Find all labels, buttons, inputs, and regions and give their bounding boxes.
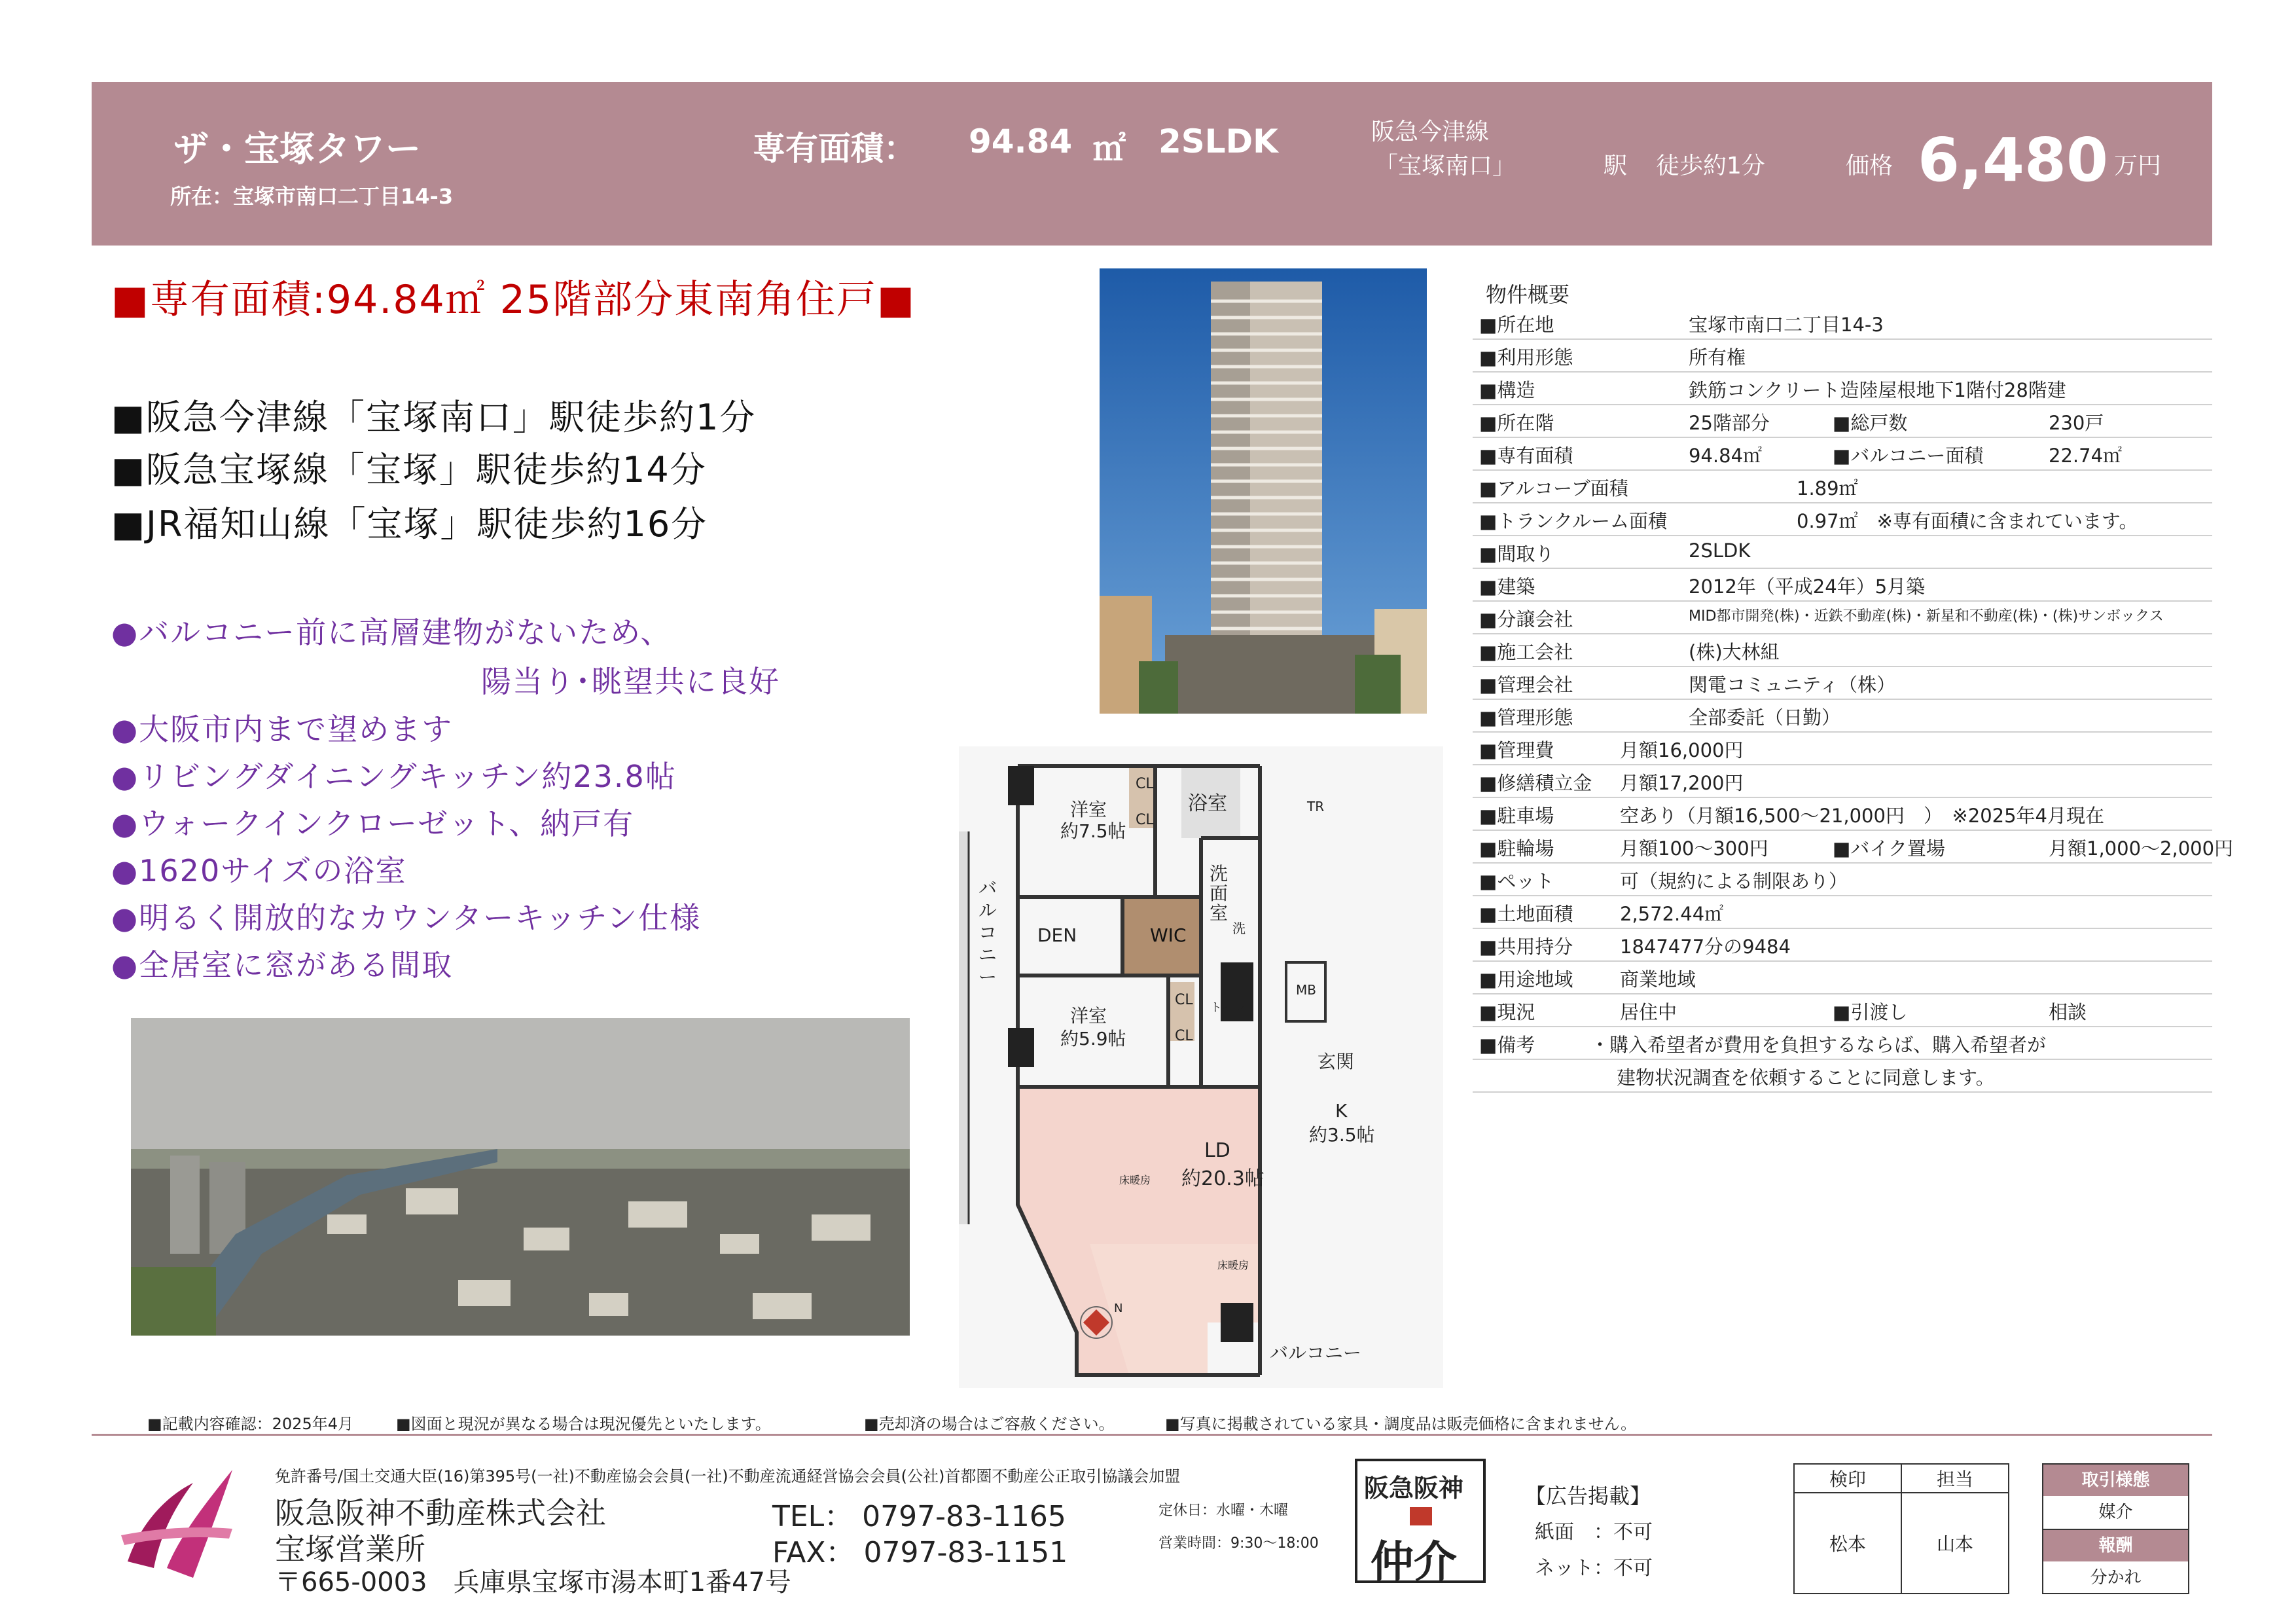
spec-value: ・購入希望者が費用を負担するならば、購入希望者が — [1590, 1034, 2047, 1056]
ld-label: LD — [1204, 1139, 1230, 1162]
spec-row — [1473, 1059, 2212, 1093]
layout-type: 2SLDK — [1158, 122, 1278, 160]
feature-6: ●明るく開放的なカウンターキッチン仕様 — [111, 900, 702, 936]
spec-value-2: 230戸 — [2049, 412, 2104, 434]
spec-key: ■備考 — [1479, 1034, 1535, 1056]
spec-key: ■管理形態 — [1479, 706, 1573, 729]
feature-1b: 陽当り･眺望共に良好 — [481, 664, 780, 699]
ad-title: 【広告掲載】 — [1525, 1484, 1651, 1508]
spec-key: ■駐車場 — [1479, 805, 1554, 827]
spec-key-2: ■バルコニー面積 — [1833, 445, 1984, 467]
spec-value: 鉄筋コンクリート造陸屋根地下1階付28階建 — [1689, 379, 2066, 401]
spec-key: ■アルコーブ面積 — [1479, 477, 1628, 500]
spec-key: ■土地面積 — [1479, 903, 1573, 925]
den-label: DEN — [1037, 924, 1077, 946]
mb-label: MB — [1296, 982, 1316, 998]
spec-value: 月額17,200円 — [1620, 772, 1744, 794]
feature-7: ●全居室に窓がある間取 — [111, 947, 454, 983]
house-icon — [1410, 1507, 1432, 1525]
spec-key: ■所在階 — [1479, 412, 1554, 434]
spec-value: 関電コミュニティ（株） — [1689, 674, 1896, 696]
spec-key-2: ■引渡し — [1833, 1001, 1908, 1023]
spec-value: 1847477分の9484 — [1620, 936, 1791, 958]
spec-value: 月額100～300円 — [1620, 837, 1768, 860]
spec-key: ■構造 — [1479, 379, 1535, 401]
spec-value: 25階部分 — [1689, 412, 1770, 434]
property-address: 所在：宝塚市南口二丁目14-3 — [170, 184, 454, 209]
spec-row — [1473, 405, 2212, 438]
spec-value: 宝塚市南口二丁目14-3 — [1689, 314, 1884, 336]
spec-row — [1473, 503, 2212, 536]
brokerage-badge: 阪急阪神 仲介 — [1355, 1459, 1486, 1583]
floor-heating-2: 床暖房 — [1217, 1259, 1249, 1271]
tr-label: TR — [1307, 799, 1325, 814]
company-logo — [115, 1457, 239, 1581]
room-1-size: 約7.5帖 — [1060, 820, 1126, 842]
footer-divider — [92, 1434, 2212, 1436]
price-label: 価格 — [1846, 153, 1893, 179]
room-2-label: 洋室 — [1070, 1005, 1107, 1027]
walk-time: 徒歩約1分 — [1656, 153, 1765, 179]
compass-icon: N — [1114, 1302, 1123, 1315]
spec-value: 月額16,000円 — [1620, 739, 1744, 761]
station-name: 「宝塚南口」 — [1374, 153, 1516, 179]
spec-row — [1473, 830, 2234, 864]
header-band — [92, 82, 2212, 246]
area-label: 専有面積： — [753, 130, 916, 168]
spec-key: ■間取り — [1479, 543, 1554, 565]
kitchen-label: K — [1335, 1100, 1348, 1122]
spec-key: ■管理会社 — [1479, 674, 1573, 696]
spec-row — [1473, 536, 2212, 569]
spec-value: 可（規約による制限あり） — [1620, 870, 1848, 892]
note-2: ■図面と現況が異なる場合は現況優先といたします。 — [396, 1415, 771, 1433]
ad-paper: 紙面 ：不可 — [1535, 1521, 1653, 1544]
area-unit: ㎡ — [1093, 130, 1126, 168]
room-2-size: 約5.9帖 — [1060, 1028, 1126, 1049]
company-address: 〒665-0003 兵庫県宝塚市湯本町1番47号 — [275, 1567, 791, 1597]
view-photo — [131, 1018, 910, 1336]
spec-key: ■現況 — [1479, 1001, 1535, 1023]
fee-value: 分かれ — [2090, 1568, 2142, 1588]
spec-value: 1.89㎡ — [1797, 477, 1858, 500]
spec-value-2: 月額1,000～2,000円 — [2049, 837, 2234, 860]
stamp-table — [1793, 1463, 2009, 1594]
spec-title: 物件概要 — [1486, 282, 1570, 307]
feature-4: ●ウォークインクローゼット、納戸有 — [111, 806, 635, 841]
floor-heating-1: 床暖房 — [1119, 1174, 1151, 1186]
price-unit: 万円 — [2114, 153, 2162, 179]
deal-label: 取引様態 — [2043, 1465, 2188, 1496]
spec-key-2: ■バイク置場 — [1833, 837, 1945, 860]
floor-plan — [959, 746, 1443, 1388]
genkan-label: 玄関 — [1318, 1051, 1355, 1072]
spec-value: 2012年（平成24年）5月築 — [1689, 575, 1926, 598]
wic-label: WIC — [1150, 924, 1187, 946]
spec-value: 商業地域 — [1620, 968, 1696, 991]
balcony-vertical: バルコニー — [978, 877, 997, 988]
spec-row — [1473, 372, 2212, 405]
kitchen-size: 約3.5帖 — [1309, 1124, 1375, 1146]
tel-number: TEL： 0797-83-1165 — [772, 1500, 1066, 1533]
spec-key: ■用途地域 — [1479, 968, 1573, 991]
license-text: 免許番号/国土交通大臣(16)第395号(一社)不動産協会会員(一社)不動産流通経営協会会員(公社)首都圏不動産公正取引協議会加盟 — [275, 1467, 1181, 1486]
note-1: ■記載内容確認：2025年4月 — [147, 1415, 354, 1433]
spec-row — [1473, 437, 2212, 471]
spec-row — [1473, 928, 2212, 962]
closet-1: CL — [1136, 776, 1154, 792]
spec-value: 94.84㎡ — [1689, 445, 1763, 467]
closet-3: CL — [1175, 992, 1193, 1008]
stamp-value-2: 山本 — [1901, 1493, 2009, 1594]
access-2: ■阪急宝塚線「宝塚」駅徒歩約14分 — [111, 449, 707, 490]
station-suffix: 駅 — [1604, 153, 1628, 179]
spec-value: 2,572.44㎡ — [1620, 903, 1724, 925]
building-photo — [1100, 268, 1427, 714]
spec-row — [1473, 1027, 2212, 1060]
spec-value: 建物状況調査を依頼することに同意します。 — [1617, 1067, 1995, 1089]
closet-2: CL — [1136, 812, 1154, 828]
spec-row — [1473, 568, 2212, 602]
spec-row — [1473, 699, 2212, 733]
spec-row — [1473, 765, 2212, 798]
holiday-text: 定休日：水曜・木曜 — [1158, 1503, 1289, 1519]
fax-number: FAX： 0797-83-1151 — [772, 1536, 1068, 1569]
spec-key: ■所在地 — [1479, 314, 1554, 336]
ad-net: ネット：不可 — [1535, 1557, 1653, 1580]
fee-label: 報酬 — [2043, 1530, 2188, 1561]
spec-key: ■ペット — [1479, 870, 1554, 892]
spec-key: ■トランクルーム面積 — [1479, 510, 1667, 532]
company-name: 阪急阪神不動産株式会社 — [275, 1495, 606, 1531]
spec-value: 2SLDK — [1689, 539, 1751, 562]
spec-key: ■施工会社 — [1479, 641, 1573, 663]
access-3: ■JR福知山線「宝塚」駅徒歩約16分 — [111, 503, 708, 545]
room-1-label: 洋室 — [1070, 799, 1107, 820]
area-value: 94.84 — [969, 122, 1073, 160]
spec-value-2: 相談 — [2049, 1001, 2087, 1023]
feature-2: ●大阪市内まで望めます — [111, 712, 454, 747]
spec-value: (株)大林組 — [1689, 641, 1780, 663]
hours-text: 営業時間：9:30～18:00 — [1158, 1535, 1319, 1552]
headline: ■専有面積:94.84㎡ 25階部分東南角住戸■ — [111, 277, 916, 323]
spec-value: 所有権 — [1689, 346, 1746, 369]
bath-label: 浴室 — [1188, 792, 1227, 815]
access-1: ■阪急今津線「宝塚南口」駅徒歩約1分 — [111, 397, 757, 438]
feature-5: ●1620サイズの浴室 — [111, 853, 407, 888]
toilet-label: トイレ — [1210, 1001, 1246, 1015]
spec-row — [1473, 666, 2212, 700]
spec-row — [1473, 732, 2212, 765]
spec-key: ■利用形態 — [1479, 346, 1573, 369]
stamp-value-1: 松本 — [1794, 1493, 1901, 1594]
spec-row — [1473, 470, 2212, 503]
spec-value: 空あり（月額16,500～21,000円 ） ※2025年4月現在 — [1620, 805, 2104, 827]
stamp-header-2: 担当 — [1901, 1464, 2009, 1493]
branch-name: 宝塚営業所 — [275, 1531, 425, 1567]
train-line: 阪急今津線 — [1371, 119, 1490, 145]
spec-row — [1473, 994, 2212, 1027]
spec-value: 0.97㎡ ※専有面積に含まれています。 — [1797, 510, 2138, 532]
spec-row — [1473, 863, 2212, 896]
spec-row — [1473, 896, 2212, 929]
property-name: ザ・宝塚タワー — [173, 128, 421, 170]
balcony-horizontal: バルコニー — [1270, 1342, 1362, 1364]
note-4: ■写真に掲載されている家具・調度品は販売価格に含まれません。 — [1165, 1415, 1637, 1433]
spec-value: 居住中 — [1620, 1001, 1677, 1023]
spec-row — [1473, 634, 2212, 667]
feature-3: ●リビングダイニングキッチン約23.8帖 — [111, 759, 677, 794]
spec-key: ■修繕積立金 — [1479, 772, 1592, 794]
spec-value: 全部委託（日勤） — [1689, 706, 1841, 729]
spec-row — [1473, 797, 2212, 831]
spec-key: ■分譲会社 — [1479, 608, 1573, 630]
note-3: ■売却済の場合はご容赦ください。 — [864, 1415, 1115, 1433]
spec-key: ■管理費 — [1479, 739, 1554, 761]
spec-key: ■建築 — [1479, 575, 1535, 598]
spec-key: ■専有面積 — [1479, 445, 1573, 467]
deal-box — [2042, 1463, 2189, 1594]
spec-row — [1473, 339, 2212, 373]
closet-4: CL — [1175, 1028, 1193, 1044]
spec-row — [1473, 306, 2212, 340]
spec-value-2: 22.74㎡ — [2049, 445, 2123, 467]
ld-size: 約20.3帖 — [1181, 1167, 1265, 1190]
washroom-label: 洗 面 室 — [1210, 863, 1229, 924]
spec-key: ■共用持分 — [1479, 936, 1573, 958]
spec-row — [1473, 961, 2212, 994]
spec-row — [1473, 601, 2212, 634]
spec-key: ■駐輪場 — [1479, 837, 1554, 860]
deal-value: 媒介 — [2043, 1496, 2188, 1530]
stamp-header-1: 検印 — [1794, 1464, 1901, 1493]
feature-1: ●バルコニー前に高層建物がないため、 — [111, 615, 672, 650]
sen-label: 洗 — [1232, 921, 1246, 936]
price-value: 6,480 — [1918, 125, 2109, 195]
spec-key-2: ■総戸数 — [1833, 412, 1908, 434]
spec-value: MID都市開発(株)・近鉄不動産(株)・新星和不動産(株)・(株)サンボックス — [1689, 608, 2164, 625]
